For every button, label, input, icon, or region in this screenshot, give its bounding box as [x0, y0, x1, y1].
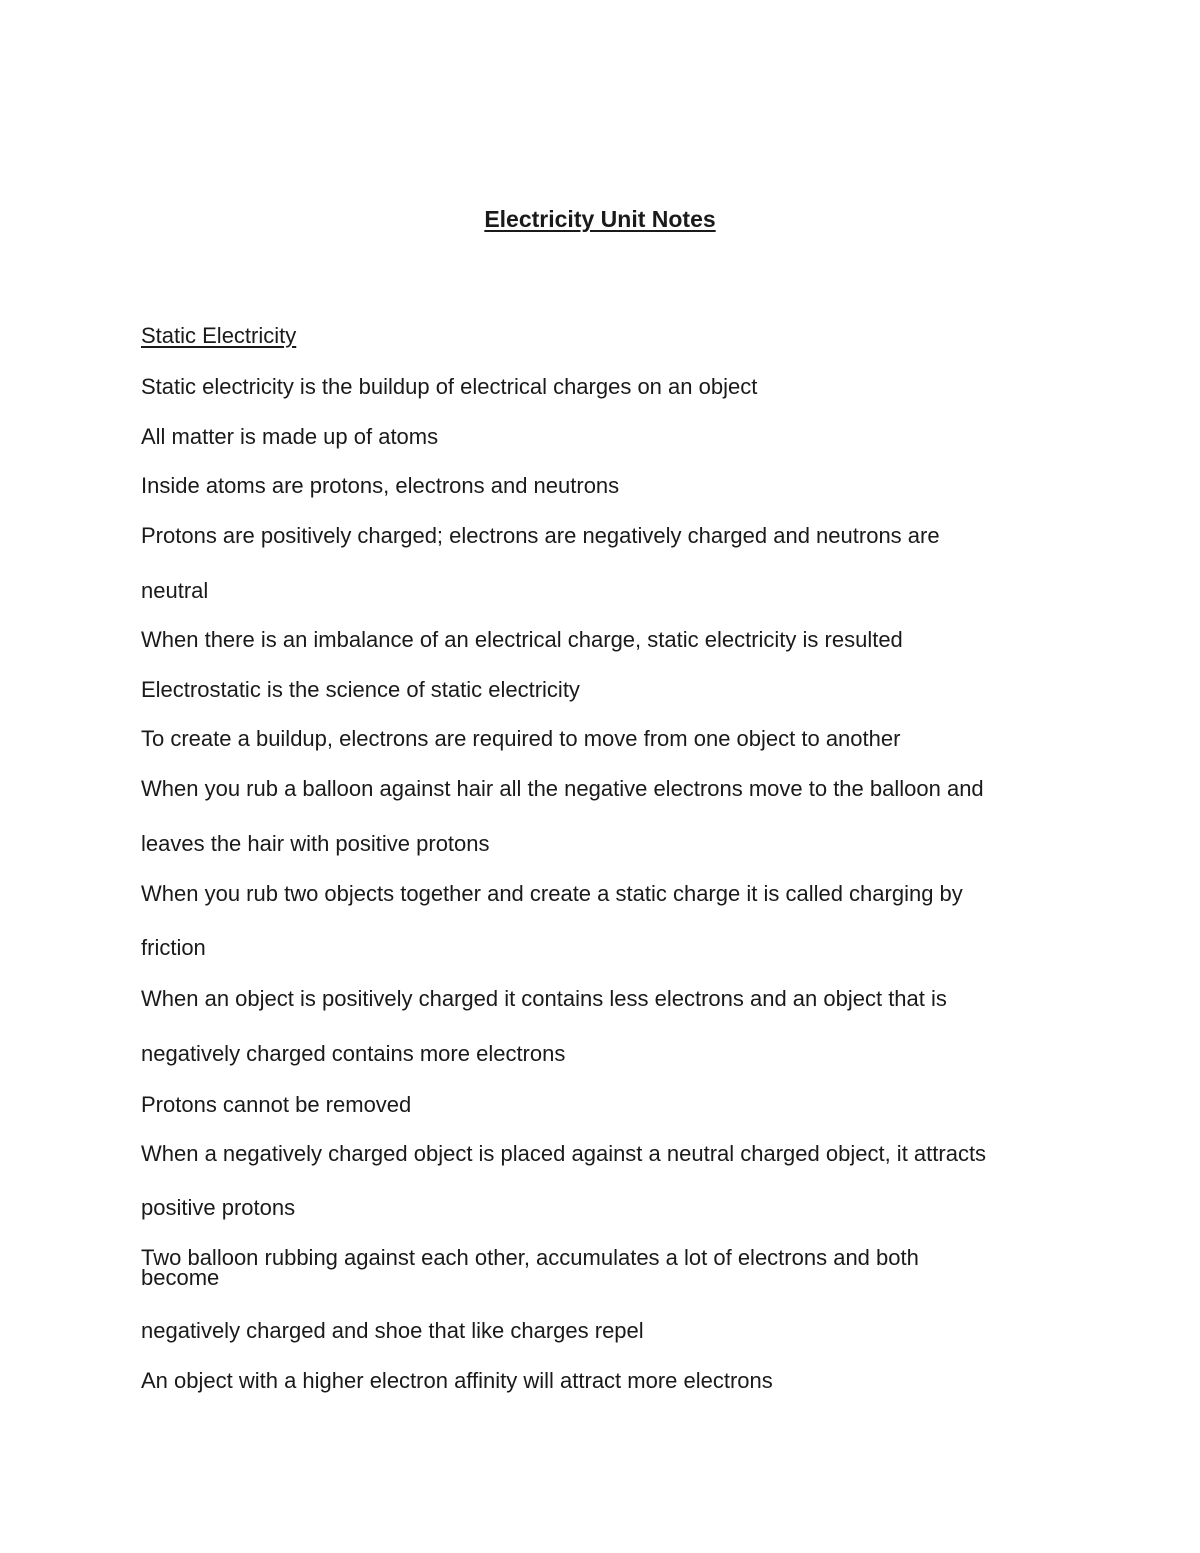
note-line-21: An object with a higher electron affinity will attract more electrons [141, 1368, 773, 1393]
note-line-16: When a negatively charged object is placed against a neutral charged object, it attracts [141, 1141, 987, 1166]
note-line-7: Electrostatic is the science of static electricity [141, 677, 580, 702]
note-line-15: Protons cannot be removed [141, 1092, 412, 1117]
document-title: Electricity Unit Notes [484, 206, 716, 232]
note-line-3: Inside atoms are protons, electrons and neutrons [141, 473, 620, 498]
note-line-13: When an object is positively charged it contains less electrons and an object that is [141, 986, 947, 1011]
note-line-12: friction [141, 935, 206, 960]
note-line-5: neutral [141, 578, 209, 603]
note-line-14: negatively charged contains more electrons [141, 1041, 566, 1066]
note-line-19: become [141, 1265, 220, 1290]
note-line-9: When you rub a balloon against hair all the negative electrons move to the balloon and [141, 776, 984, 801]
note-line-18: Two balloon rubbing against each other, accumulates a lot of electrons and both [141, 1245, 919, 1270]
note-line-17: positive protons [141, 1195, 296, 1220]
note-line-2: All matter is made up of atoms [141, 424, 439, 449]
note-line-8: To create a buildup, electrons are required to move from one object to another [141, 726, 901, 751]
section-heading: Static Electricity [141, 323, 297, 348]
note-line-1: Static electricity is the buildup of electrical charges on an object [141, 374, 758, 399]
note-line-11: When you rub two objects together and create a static charge it is called charging by [141, 881, 963, 906]
note-line-10: leaves the hair with positive protons [141, 831, 490, 856]
note-line-6: When there is an imbalance of an electrical charge, static electricity is resulted [141, 627, 903, 652]
note-line-4: Protons are positively charged; electrons are negatively charged and neutrons are [141, 523, 940, 548]
note-line-20: negatively charged and shoe that like charges repel [141, 1318, 644, 1343]
